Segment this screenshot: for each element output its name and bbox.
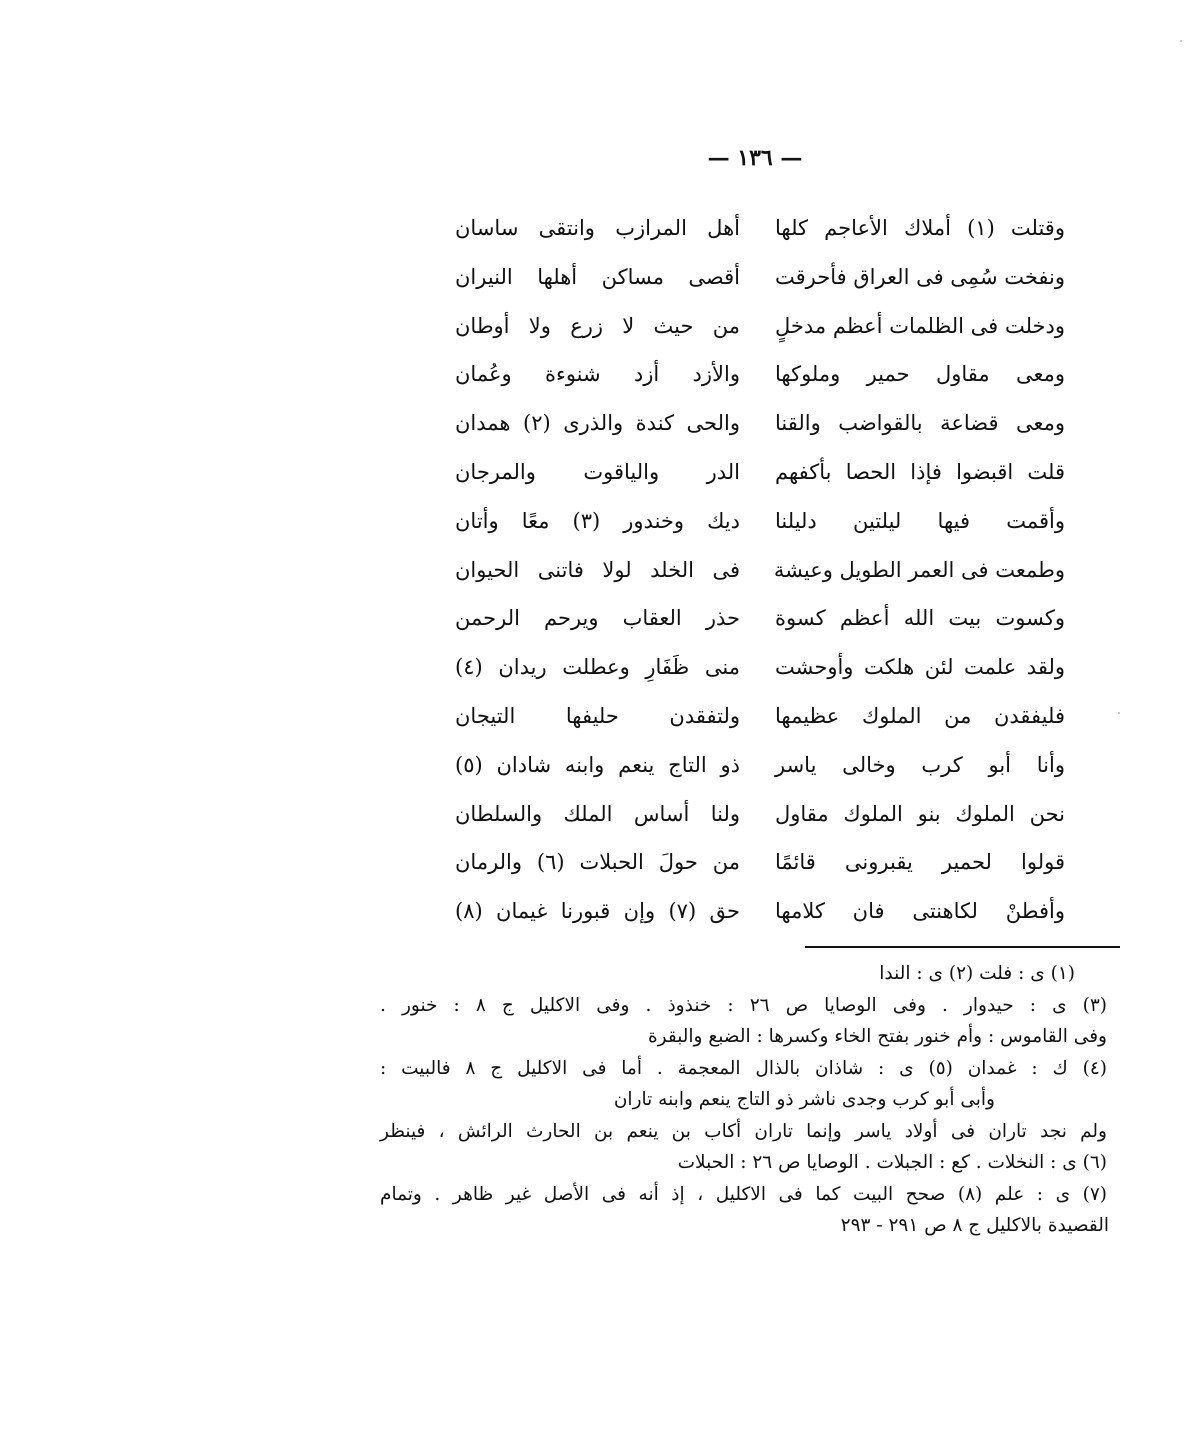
second-hemistich: أهل المرازب وانتقى ساسان	[455, 216, 740, 240]
verse-line	[455, 595, 1065, 644]
first-hemistich: نحن الملوك بنو الملوك مقاول	[775, 801, 1065, 826]
footnote-line: وفى القاموس : وأم خنور بفتح الخاء وكسرها : الضبع والبقرة	[647, 1026, 1107, 1047]
first-hemistich: ودخلت فى الظلمات أعظم مدخلٍ	[775, 313, 1065, 338]
second-hemistich: من حيث لا زرع ولا أوطان	[455, 313, 740, 338]
footnote-line: (٦) ى : النخلات . كع : الجبلات . الوصايا ص ٢٦ : الحبلات	[677, 1152, 1107, 1173]
footnote-separator	[805, 946, 1120, 948]
second-hemistich: ولتفقدن حليفها التيجان	[455, 703, 740, 728]
scan-speck	[1118, 712, 1120, 714]
first-hemistich: ولقد علمت لئن هلكت وأوحشت	[775, 655, 1065, 680]
first-hemistich: وأفطنْ لكاهنتى فان كلامها	[775, 899, 1065, 924]
footnote-line: (٣) ى : حيدوار . وفى الوصايا ص ٢٦ : خنذوذ . وفى الاكليل ج ٨ : خنور .	[380, 994, 1107, 1016]
first-hemistich: وأقمت فيها ليلتين دليلنا	[775, 508, 1065, 533]
first-hemistich: قلت اقبضوا فإذا الحصا بأكفهم	[775, 459, 1065, 484]
second-hemistich: أقصى مساكن أهلها النيران	[455, 264, 740, 289]
verse-line	[455, 693, 1065, 742]
first-hemistich: وطمعت فى العمر الطويل وعيشة	[773, 557, 1065, 582]
first-hemistich: قولوا لحمير يقبرونى قائمًا	[775, 850, 1065, 875]
first-hemistich: فليفقدن من الملوك عظيمها	[775, 703, 1065, 728]
verse-line	[455, 303, 1065, 352]
verse-line	[455, 839, 1065, 888]
poem	[455, 205, 1065, 937]
scan-speck	[1180, 40, 1182, 42]
verse-line	[455, 547, 1065, 596]
verse-line	[455, 449, 1065, 498]
second-hemistich: الدر والياقوت والمرجان	[455, 459, 740, 484]
second-hemistich: والحى كندة والذرى (٢) همدان	[455, 411, 740, 436]
page-number: — ١٣٦ —	[707, 145, 803, 171]
second-hemistich: ذو التاج ينعم وابنه شادان (٥)	[455, 752, 740, 777]
first-hemistich: ومعى قضاعة بالقواضب والقنا	[775, 411, 1065, 436]
second-hemistich: حق (٧) وإن قبورنا غيمان (٨)	[455, 899, 740, 924]
second-hemistich: حذر العقاب ويرحم الرحمن	[455, 606, 740, 631]
second-hemistich: ولنا أساس الملك والسلطان	[455, 801, 740, 826]
footnotes	[380, 958, 1115, 1242]
second-hemistich: والأزد أزد شنوءة وعُمان	[455, 362, 740, 387]
first-hemistich: وقتلت (١) أملاك الأعاجم كلها	[775, 216, 1065, 240]
verse-line	[455, 498, 1065, 547]
verse-line	[455, 205, 1065, 254]
footnote-line: (٧) ى : علم (٨) صحح البيت كما فى الاكليل ، إذ أنه فى الأصل غير ظاهر . وتمام	[380, 1183, 1107, 1205]
verse-line	[455, 400, 1065, 449]
first-hemistich: وكسوت بيت الله أعظم كسوة	[775, 606, 1065, 631]
footnote-line: ولم نجد تاران فى أولاد ياسر وإنما تاران أكاب بن ينعم بن الحارث الرائش ، فينظر	[380, 1120, 1107, 1142]
footnote-quoted-verse: وأبى أبو كرب وجدى ناشر ذو التاج ينعم وابنه تاران	[613, 1089, 995, 1110]
footnote-line: (٤) ك : غمدان (٥) ى : شاذان بالذال المعجمة . أما فى الاكليل ج ٨ فالبيت :	[380, 1057, 1108, 1079]
verse-line	[455, 644, 1065, 693]
footnote-line: القصيدة بالاكليل ج ٨ ص ٢٩١ - ٢٩٣	[840, 1215, 1109, 1236]
verse-line	[455, 791, 1065, 840]
second-hemistich: فى الخلد لولا فاتنى الحيوان	[455, 557, 740, 582]
footnote-line: (١) ى : فلت (٢) ى : الندا	[879, 963, 1075, 984]
first-hemistich: ونفخت سُمِى فى العراق فأحرقت	[774, 264, 1065, 289]
verse-line	[455, 888, 1065, 937]
verse-line	[455, 742, 1065, 791]
second-hemistich: من حولَ الحبلات (٦) والرمان	[455, 850, 740, 875]
verse-line	[455, 351, 1065, 400]
first-hemistich: وأنا أبو كرب وخالى ياسر	[775, 752, 1065, 777]
second-hemistich: ديك وخندور (٣) معًا وأتان	[455, 508, 741, 533]
second-hemistich: منى ظَفَارِ وعطلت ريدان (٤)	[455, 655, 740, 680]
verse-line	[455, 254, 1065, 303]
first-hemistich: ومعى مقاول حمير وملوكها	[775, 362, 1065, 387]
